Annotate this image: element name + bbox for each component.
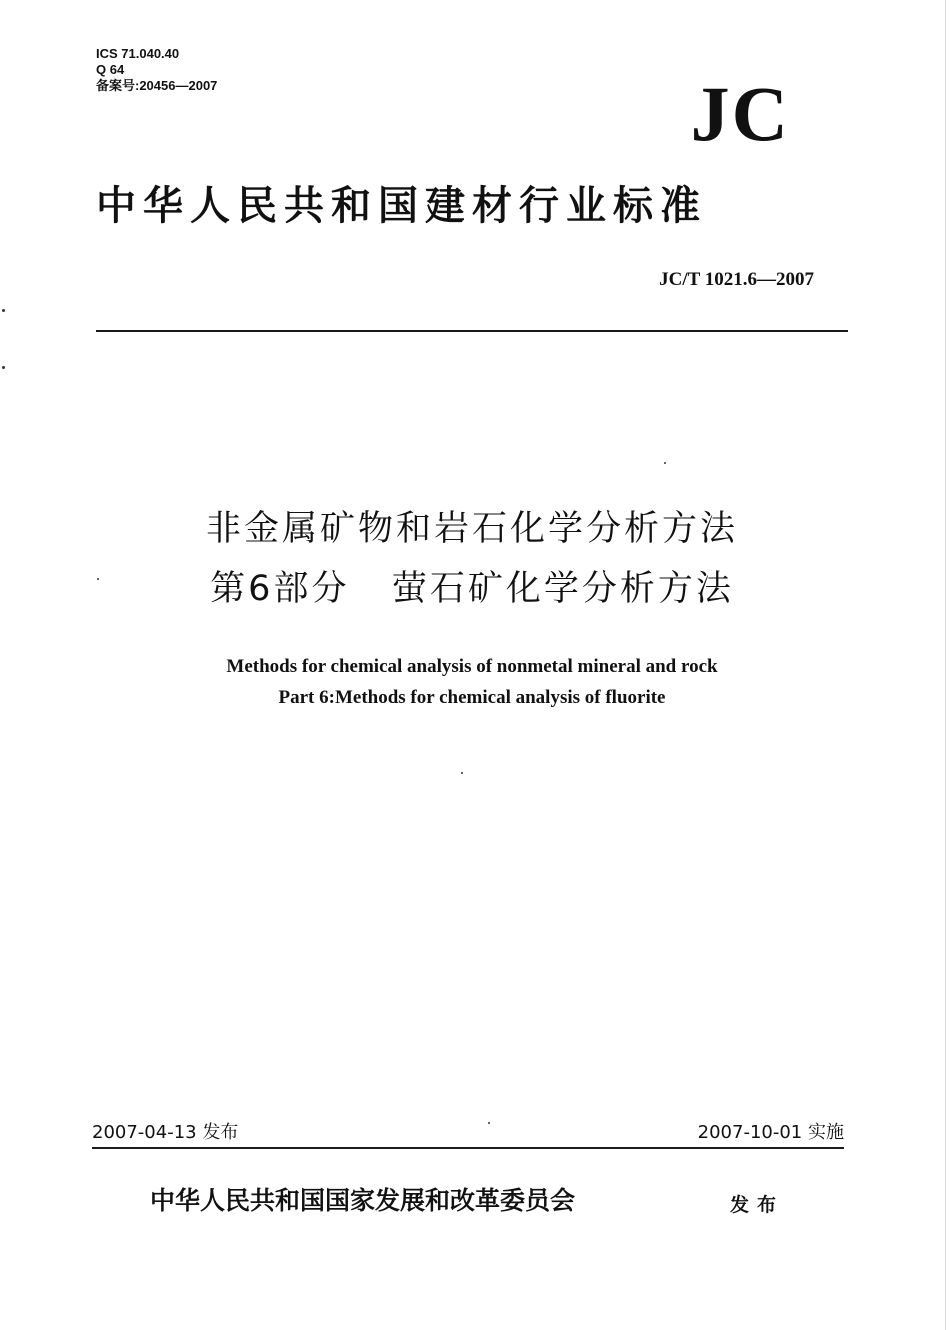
issuing-label: 发布 [730, 1194, 785, 1216]
jc-logo: JC [690, 70, 790, 157]
implementation-date: 2007-10-01 实施 [697, 1122, 844, 1143]
top-divider [96, 330, 848, 332]
issuing-authority: 中华人民共和国国家发展和改革委员会 [150, 1186, 576, 1215]
scan-speck [97, 578, 99, 580]
chinese-title-line-1: 非金属矿物和岩石化学分析方法 [205, 509, 738, 549]
ccs-code: Q 64 [96, 62, 125, 77]
bottom-divider [92, 1147, 844, 1149]
scan-speck [488, 1122, 490, 1124]
ics-code: ICS 71.040.40 [96, 46, 180, 61]
issue-date: 2007-04-13 发布 [92, 1122, 239, 1143]
scan-speck [461, 772, 463, 774]
english-title-line-2: Part 6:Methods for chemical analysis of fluorite [278, 687, 666, 708]
scan-speck [664, 462, 666, 464]
standard-number: JC/T 1021.6—2007 [659, 269, 814, 290]
scan-speck [2, 366, 5, 369]
scan-edge [945, 0, 946, 1330]
header-meta [96, 46, 217, 94]
chinese-title-line-2: 第6部分 萤石矿化学分析方法 [210, 569, 734, 609]
english-title-line-1: Methods for chemical analysis of nonmetal mineral and rock [226, 656, 718, 677]
filing-number: 备案号:20456—2007 [96, 78, 218, 93]
standard-category-title: 中华人民共和国建材行业标准 [96, 182, 707, 229]
scan-speck [2, 309, 5, 312]
